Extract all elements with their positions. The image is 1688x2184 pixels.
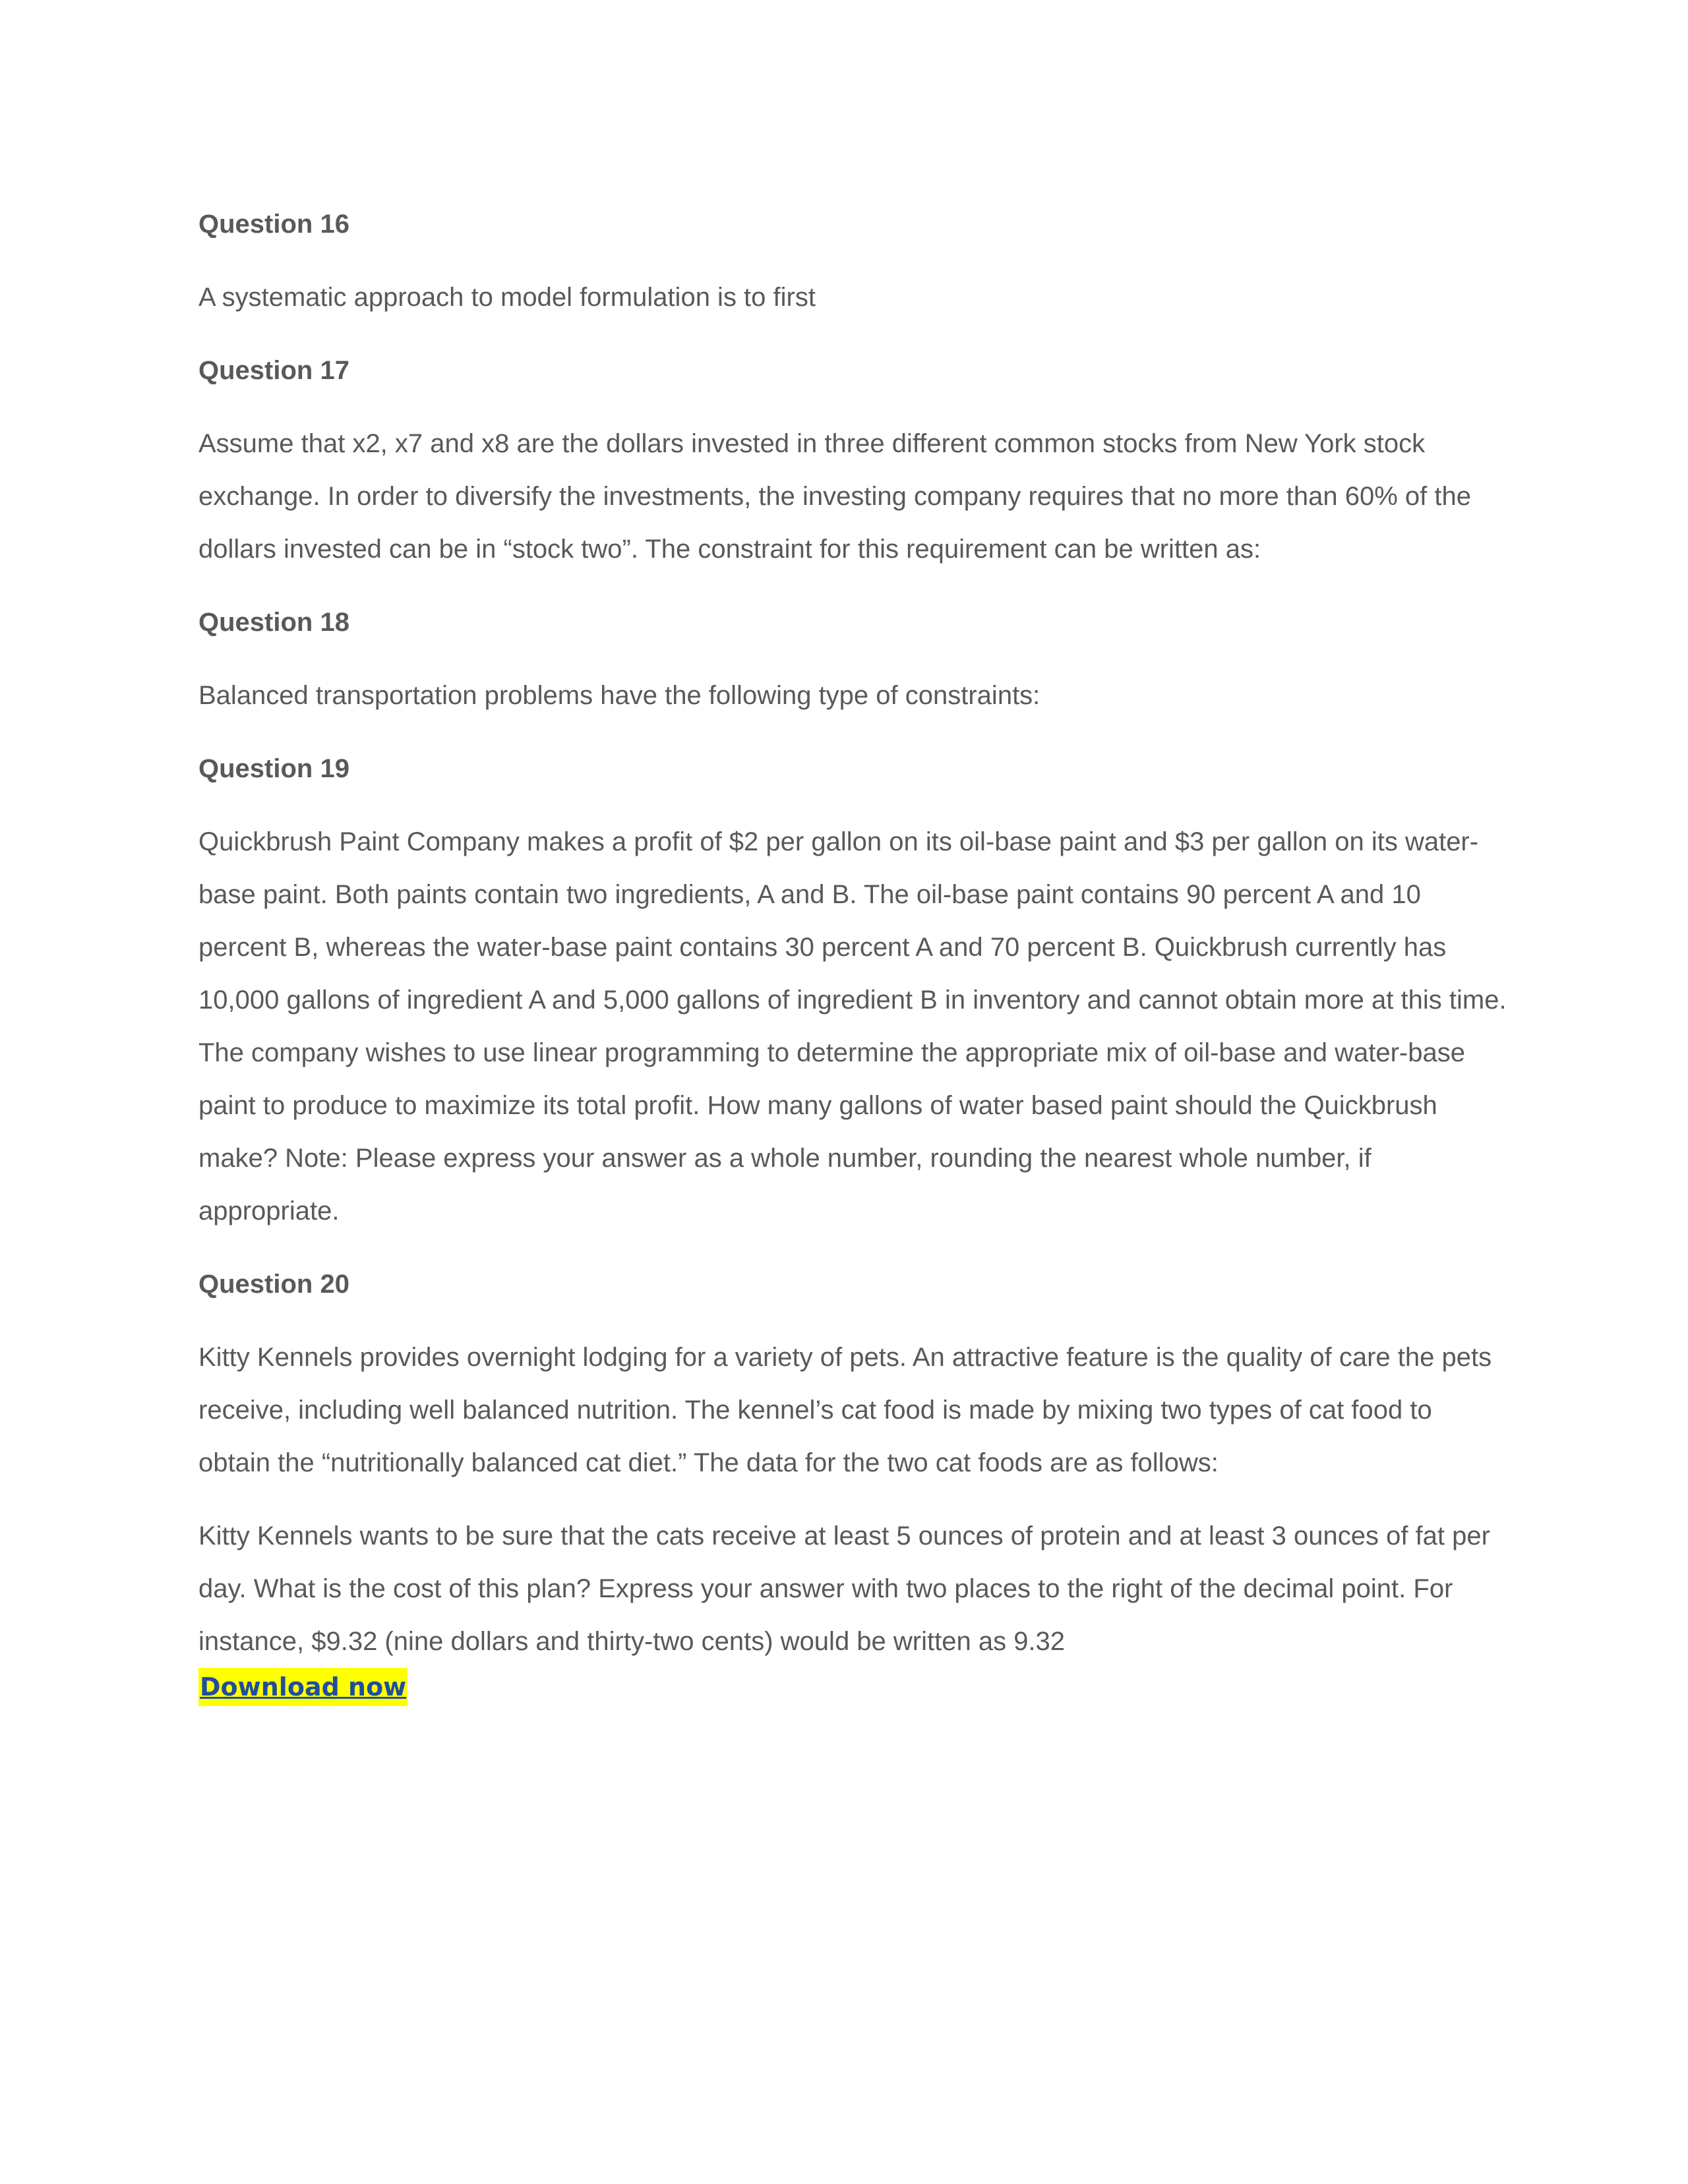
question-20-text: Kitty Kennels provides overnight lodging for a variety of pets. An attractive feature is the quality of care the pets receive, including well balanced nutrition. The kennel’s cat food is made by mixing two types of cat food to obtain the “nutritionally balanced cat diet.” The data for the two cat foods are as follows:: [198, 1343, 1492, 1477]
question-20-heading: Question 20: [198, 1270, 349, 1299]
question-16-heading: Question 16: [198, 210, 349, 239]
question-18-text: Balanced transportation problems have the following type of constraints:: [198, 681, 1040, 710]
question-17-heading: Question 17: [198, 356, 349, 385]
question-20-followup-text: Kitty Kennels wants to be sure that the cats receive at least 5 ounces of protein and at least 3 ounces of fat per day. What is the cost of this plan? Express your answer with two places to the right of the decimal point. For instance, $9.32 (nine dollars and thirty-two cents) would be written as 9.32: [198, 1521, 1490, 1656]
document-content: [198, 198, 1511, 1706]
download-now-link[interactable]: Download now: [198, 1668, 407, 1706]
question-17-text: Assume that x2, x7 and x8 are the dollars invested in three different common stocks from New York stock exchange. In order to diversify the investments, the investing company requires that no more than 60% of the dollars invested can be in “stock two”. The constraint for this requirement can be written as:: [198, 429, 1471, 564]
question-16-text: A systematic approach to model formulation is to first: [198, 283, 816, 312]
question-18-heading: Question 18: [198, 608, 349, 637]
question-19-heading: Question 19: [198, 754, 349, 783]
question-19-text: Quickbrush Paint Company makes a profit of $2 per gallon on its oil-base paint and $3 per gallon on its water-base paint. Both paints contain two ingredients, A and B. The oil-base paint contains 90 percent A and 10 percent B, whereas the water-base paint contains 30 percent A and 70 percent B. Quickbrush currently has 10,000 gallons of ingredient A and 5,000 gallons of ingredient B in inventory and cannot obtain more at this time. The company wishes to use linear programming to determine the appropriate mix of oil-base and water-base paint to produce to maximize its total profit. How many gallons of water based paint should the Quickbrush make? Note: Please express your answer as a whole number, rounding the nearest whole number, if appropriate.: [198, 827, 1507, 1225]
